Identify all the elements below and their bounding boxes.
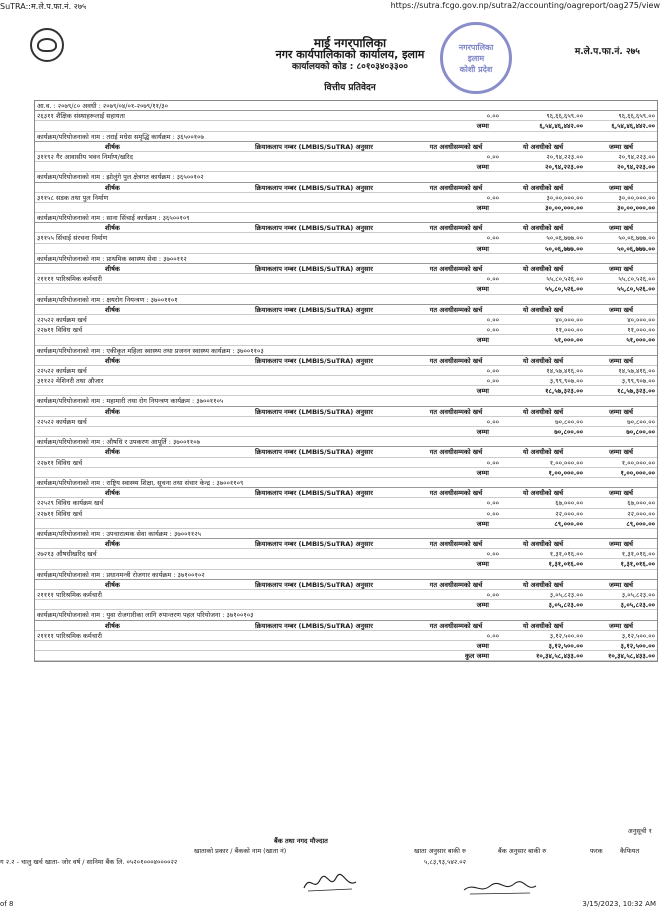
subtotal-current: ७०,८००.००: [554, 428, 583, 436]
col-header-prev: गत अवधीसम्मको खर्च: [429, 621, 483, 630]
subtotal-row: [35, 641, 657, 651]
subtotal-total: ५०,०६,७७७.००: [617, 244, 655, 253]
row-prev-expense: ०.००: [486, 315, 499, 324]
col-header-current: यो अवधीको खर्च: [522, 183, 564, 192]
row-current-expense: ६७,०००.००: [555, 499, 583, 508]
col-header-heading: शीर्षक: [105, 142, 120, 151]
subtotal-row: [35, 203, 657, 213]
subtotal-row: [35, 284, 657, 294]
row-total-expense: ६७,०००.००: [627, 499, 655, 508]
col-header-total: जम्मा खर्च: [608, 305, 634, 314]
subtotal-label: जम्मा: [476, 163, 489, 172]
col-header-activity: क्रियाकलाप नम्बर (LMBIS/SuTRA) अनुसार: [255, 448, 373, 457]
col-header-prev: गत अवधीसम्मको खर्च: [429, 142, 483, 151]
program-row: [35, 396, 657, 406]
row-prev-expense: ०.००: [486, 152, 499, 161]
program-row: [35, 437, 657, 447]
col-header-current: यो अवधीको खर्च: [522, 621, 564, 630]
bank-col-type: खाताको प्रकार / बैंकको नाम (खाता नं): [194, 847, 287, 855]
column-header-row: [35, 580, 657, 590]
subtotal-total: ५१,०००.००: [626, 336, 655, 345]
col-header-total: जम्मा खर्च: [608, 407, 634, 416]
row-total-expense: २०,९४,२२३.००: [618, 152, 655, 161]
col-header-prev: गत अवधीसम्मको खर्च: [429, 305, 483, 314]
row-total-expense: १४,५७,४१६.००: [618, 366, 655, 375]
program-row: [35, 570, 657, 580]
program-name: कार्यक्रम/परियोजनाको नाम : क्षयरोग नियन्त्रण : ३७००११०१: [37, 295, 178, 304]
row-total-expense: ३,१२,५००.००: [621, 631, 655, 640]
column-header-row: [35, 264, 657, 274]
subtotal-row: [35, 121, 657, 131]
bank-col-remark: कैफियत: [620, 847, 640, 855]
col-header-activity: क्रियाकलाप नम्बर (LMBIS/SuTRA) अनुसार: [255, 407, 373, 416]
print-header-left: SuTRA::म.ले.प.फा.नं. २७५: [0, 2, 87, 11]
bank-table-header: [34, 846, 658, 856]
col-header-activity: क्रियाकलाप नम्बर (LMBIS/SuTRA) अनुसार: [255, 183, 373, 192]
subtotal-label: जम्मा: [476, 285, 489, 294]
column-header-row: [35, 183, 657, 193]
row-heading: २२५२२ कार्यक्रम खर्च: [37, 315, 87, 324]
col-header-heading: शीर्षक: [105, 356, 120, 365]
table-row: [35, 498, 657, 508]
col-header-total: जम्मा खर्च: [608, 224, 634, 233]
row-total-expense: १,३१,०१६.००: [621, 550, 655, 559]
program-row: [35, 610, 657, 620]
row-prev-expense: ०.००: [486, 458, 499, 467]
col-header-prev: गत अवधीसम्मको खर्च: [429, 356, 483, 365]
row-current-expense: ७०,८००.००: [555, 417, 583, 426]
col-header-current: यो अवधीको खर्च: [522, 448, 564, 457]
col-header-heading: शीर्षक: [105, 621, 120, 630]
col-header-prev: गत अवधीसम्मको खर्च: [429, 580, 483, 589]
bank-account-name: ग २.२ - चालु खर्च खाता- जोर वर्ष / सानिमा बैंक लि. ०५२०१०००४००००२२: [0, 858, 178, 866]
row-current-expense: १,००,०००.००: [549, 458, 583, 467]
report-header: [30, 18, 650, 100]
row-total-expense: ५५,८०,५२६.००: [618, 275, 655, 284]
bank-section-title: बैंक तथा नगद मौज्दात: [274, 837, 328, 845]
row-heading: ३११२२ मेशिनरी तथा औजार: [37, 377, 104, 386]
program-name: कार्यक्रम/परियोजनाको नाम : युवा रोजगारीका लागि रुपान्तरण पहल परियोजना : ३७१००१०३: [37, 611, 254, 620]
row-current-expense: ३०,००,०००.००: [546, 193, 583, 202]
row-heading: २२५२२ कार्यक्रम खर्च: [37, 366, 87, 375]
report-name: वित्तीय प्रतिवेदन: [324, 83, 376, 93]
table-row: [35, 315, 657, 325]
stamp-line-2: इलाम: [467, 53, 485, 63]
subtotal-current: ५०,०६,७७७.००: [545, 244, 583, 253]
office-stamp-icon: [440, 22, 512, 94]
col-header-activity: क्रियाकलाप नम्बर (LMBIS/SuTRA) अनुसार: [255, 580, 373, 589]
subtotal-label: जम्मा: [476, 244, 489, 253]
program-name: कार्यक्रम/परियोजनाको नाम : झोलुंगे पुल क्षेत्रगत कार्यक्रम : ३६५००१०२: [37, 173, 204, 182]
row-heading: २२५२९ विविध कार्यक्रम खर्च: [37, 499, 104, 508]
col-header-heading: शीर्षक: [105, 407, 120, 416]
subtotal-label: जम्मा: [476, 560, 489, 569]
col-header-heading: शीर्षक: [105, 448, 120, 457]
subtotal-current: १,००,०००.००: [548, 468, 583, 477]
signature-2: [460, 878, 540, 898]
expenditure-table: [34, 100, 658, 662]
col-header-current: यो अवधीको खर्च: [522, 305, 564, 314]
form-number: म.ले.प.फा.नं. २७५: [574, 47, 640, 57]
row-current-expense: २०,९४,२२३.००: [546, 152, 583, 161]
table-row: [35, 417, 657, 427]
stamp-line-3: कोशी प्रदेश: [459, 64, 493, 74]
program-name: कार्यक्रम/परियोजनाको नाम : साना सिंचाई कार्यक्रम : ३६५००१०९: [37, 214, 190, 223]
column-header-row: [35, 539, 657, 549]
subtotal-label: जम्मा: [476, 428, 489, 436]
table-row: [35, 152, 657, 162]
row-total-expense: ३,०५,८२३.००: [621, 591, 655, 599]
program-row: [35, 478, 657, 488]
bank-col-diff: फरक: [590, 847, 603, 855]
program-row: [35, 172, 657, 182]
table-row: [35, 590, 657, 600]
subtotal-label: जम्मा: [476, 519, 489, 528]
subtotal-total: ६,५४,४६,४४२.००: [611, 122, 655, 131]
subtotal-label: जम्मा: [476, 601, 489, 610]
col-header-current: यो अवधीको खर्च: [522, 407, 564, 416]
col-header-heading: शीर्षक: [105, 265, 120, 273]
program-row: [35, 295, 657, 305]
subtotal-total: १८,५७,३२३.००: [617, 387, 655, 396]
subtotal-current: २०,९४,२२३.००: [545, 163, 583, 172]
row-total-expense: ३,९९,९०७.००: [621, 377, 655, 386]
table-row: [35, 325, 657, 335]
subtotal-current: ३,१२,५००.००: [548, 641, 583, 650]
grand-total-row: [35, 651, 657, 661]
program-name: कार्यक्रम/परियोजनाको नाम : उपचारात्मक सेवा कार्यक्रम : ३७००११२५: [37, 529, 201, 538]
subtotal-label: जम्मा: [476, 387, 489, 396]
col-header-activity: क्रियाकलाप नम्बर (LMBIS/SuTRA) अनुसार: [255, 540, 373, 549]
row-heading: ३११५८ सडक तथा पुल निर्माण: [37, 193, 109, 202]
col-header-current: यो अवधीको खर्च: [522, 580, 564, 589]
subtotal-total: १,००,०००.००: [620, 468, 655, 477]
row-heading: २२७११ विविध खर्च: [37, 326, 83, 335]
subtotal-current: १,३१,०१६.००: [548, 560, 583, 569]
subtotal-total: १,३१,०१६.००: [620, 560, 655, 569]
bank-col-book: खाता अनुसार बाकी रु: [414, 847, 466, 855]
row-prev-expense: ०.००: [486, 417, 499, 426]
row-current-expense: ५०,०६,७७७.००: [546, 234, 583, 243]
page-count: of 8: [0, 900, 14, 908]
col-header-heading: शीर्षक: [105, 224, 120, 233]
row-prev-expense: ०.००: [486, 631, 499, 640]
subtotal-total: ८९,०००.००: [626, 519, 655, 528]
row-total-expense: ७०,८००.००: [627, 417, 655, 426]
col-header-current: यो अवधीको खर्च: [522, 265, 564, 273]
col-header-total: जम्मा खर्च: [608, 580, 634, 589]
col-header-heading: शीर्षक: [105, 489, 120, 498]
subtotal-current: ३,०५,८२३.००: [548, 601, 583, 610]
subtotal-current: ८९,०००.००: [554, 519, 583, 528]
row-total-expense: २२,०००.००: [627, 509, 655, 518]
row-prev-expense: ०.००: [486, 112, 499, 121]
subtotal-row: [35, 244, 657, 254]
table-row: [35, 376, 657, 386]
row-prev-expense: ०.००: [486, 234, 499, 243]
subtotal-total: ५५,८०,५२६.००: [617, 285, 655, 294]
col-header-total: जम्मा खर्च: [608, 265, 634, 273]
subtotal-row: [35, 427, 657, 437]
program-row: [35, 213, 657, 223]
col-header-heading: शीर्षक: [105, 540, 120, 549]
col-header-heading: शीर्षक: [105, 580, 120, 589]
col-header-activity: क्रियाकलाप नम्बर (LMBIS/SuTRA) अनुसार: [255, 142, 373, 151]
subtotal-total: ३०,००,०००.००: [617, 203, 655, 212]
column-header-row: [35, 356, 657, 366]
browser-print-header: [0, 0, 664, 14]
row-prev-expense: ०.००: [486, 499, 499, 508]
column-header-row: [35, 305, 657, 315]
col-header-activity: क्रियाकलाप नम्बर (LMBIS/SuTRA) अनुसार: [255, 305, 373, 314]
subtotal-label: कुल जम्मा: [465, 652, 489, 661]
col-header-current: यो अवधीको खर्च: [522, 540, 564, 549]
row-prev-expense: ०.००: [486, 509, 499, 518]
subtotal-row: [35, 468, 657, 478]
col-header-total: जम्मा खर्च: [608, 489, 634, 498]
col-header-total: जम्मा खर्च: [608, 448, 634, 457]
row-total-expense: ४०,०००.००: [627, 315, 655, 324]
print-header-url[interactable]: https://sutra.fcgo.gov.np/sutra2/accounting/oagreport/oag275/view: [390, 1, 660, 10]
row-prev-expense: ०.००: [486, 550, 499, 559]
row-current-expense: ४०,०००.००: [555, 315, 583, 324]
col-header-prev: गत अवधीसम्मको खर्च: [429, 183, 483, 192]
row-prev-expense: ०.००: [486, 366, 499, 375]
program-name: कार्यक्रम/परियोजनाको नाम : महामारी तथा रोग नियन्त्रण कार्यक्रम : ३७००११०५: [37, 397, 224, 406]
column-header-row: [35, 447, 657, 457]
table-row: [35, 509, 657, 519]
column-header-row: [35, 621, 657, 631]
row-heading: ३११९२ गैर आवासीय भवन निर्माण/खरिद: [37, 152, 133, 161]
subtotal-current: ५१,०००.००: [554, 336, 583, 345]
col-header-prev: गत अवधीसम्मको खर्च: [429, 540, 483, 549]
program-row: [35, 132, 657, 142]
nepal-emblem-icon: [30, 28, 64, 62]
program-name: कार्यक्रम/परियोजनाको नाम : तराई मधेस समृद्धि कार्यक्रम : ३६५००१०७: [37, 132, 204, 141]
bank-book-balance: ५,८३,९३,५४२.०२: [424, 858, 467, 866]
signature-1: [300, 872, 360, 894]
table-row: [35, 111, 657, 121]
bank-col-bank: बैंक अनुसार बाकी रु: [498, 847, 547, 855]
col-header-prev: गत अवधीसम्मको खर्च: [429, 448, 483, 457]
col-header-heading: शीर्षक: [105, 183, 120, 192]
annex-label: अनुसूची १: [627, 827, 652, 835]
col-header-current: यो अवधीको खर्च: [522, 356, 564, 365]
col-header-activity: क्रियाकलाप नम्बर (LMBIS/SuTRA) अनुसार: [255, 356, 373, 365]
column-header-row: [35, 223, 657, 233]
col-header-total: जम्मा खर्च: [608, 356, 634, 365]
row-current-expense: १,३१,०१६.००: [549, 550, 583, 559]
table-row: [35, 366, 657, 376]
subtotal-label: जम्मा: [476, 641, 489, 650]
row-total-expense: ९६,६६,६५९.००: [618, 112, 655, 121]
subtotal-row: [35, 386, 657, 396]
subtotal-total: ३,०५,८२३.००: [620, 601, 655, 610]
row-heading: २११११ पारिश्रमिक कर्मचारी: [37, 275, 102, 284]
subtotal-current: ६,५४,४६,४४२.००: [539, 122, 583, 131]
subtotal-current: १०,३४,५८,४३३.००: [535, 652, 583, 661]
col-header-prev: गत अवधीसम्मको खर्च: [429, 224, 483, 233]
table-row: [35, 274, 657, 284]
col-header-prev: गत अवधीसम्मको खर्च: [429, 489, 483, 498]
col-header-activity: क्रियाकलाप नम्बर (LMBIS/SuTRA) अनुसार: [255, 224, 373, 233]
subtotal-row: [35, 559, 657, 569]
subtotal-label: जम्मा: [476, 468, 489, 477]
row-heading: २११११ पारिश्रमिक कर्मचारी: [37, 591, 102, 599]
subtotal-total: १०,३४,५८,४३३.००: [607, 652, 655, 661]
subtotal-label: जम्मा: [476, 122, 489, 131]
col-header-current: यो अवधीको खर्च: [522, 142, 564, 151]
table-row: [35, 193, 657, 203]
row-heading: ३११५५ सिंचाई संरचना निर्माण: [37, 234, 108, 243]
program-row: [35, 529, 657, 539]
bank-table-row: [0, 857, 658, 867]
subtotal-total: ७०,८००.००: [626, 428, 655, 436]
col-header-prev: गत अवधीसम्मको खर्च: [429, 407, 483, 416]
col-header-total: जम्मा खर्च: [608, 540, 634, 549]
column-header-row: [35, 142, 657, 152]
subtotal-row: [35, 162, 657, 172]
subtotal-label: जम्मा: [476, 336, 489, 345]
office-name: नगर कार्यपालिकाको कार्यालय, इलाम: [275, 48, 425, 61]
col-header-current: यो अवधीको खर्च: [522, 224, 564, 233]
row-current-expense: ५५,८०,५२६.००: [546, 275, 583, 284]
col-header-current: यो अवधीको खर्च: [522, 489, 564, 498]
row-heading: २२५२२ कार्यक्रम खर्च: [37, 417, 87, 426]
municipality-name: माई नगरपालिका: [313, 36, 387, 50]
program-name: कार्यक्रम/परियोजनाको नाम : राष्ट्रिय स्वास्थ्य शिक्षा, सूचना तथा संचार केन्द्र : ३७००११०९: [37, 478, 244, 487]
program-name: कार्यक्रम/परियोजनाको नाम : औषधि र उपकरण आपूर्ति : ३७००११०७: [37, 438, 200, 447]
row-prev-expense: ०.००: [486, 193, 499, 202]
row-total-expense: ५०,०६,७७७.००: [618, 234, 655, 243]
row-prev-expense: ०.००: [486, 326, 499, 335]
row-total-expense: १,००,०००.००: [621, 458, 655, 467]
table-row: [35, 631, 657, 641]
row-total-expense: ३०,००,०००.००: [618, 193, 655, 202]
col-header-heading: शीर्षक: [105, 305, 120, 314]
row-current-expense: १४,५७,४१६.००: [546, 366, 583, 375]
subtotal-current: ३०,००,०००.००: [545, 203, 583, 212]
row-heading: २६३११ शैक्षिक संस्थाहरूलाई सहायता: [37, 112, 125, 121]
subtotal-current: १८,५७,३२३.००: [545, 387, 583, 396]
program-row: [35, 346, 657, 356]
row-heading: २७२१३ औषधीखरिद खर्च: [37, 550, 97, 559]
table-row: [35, 233, 657, 243]
subtotal-total: २०,९४,२२३.००: [617, 163, 655, 172]
row-total-expense: ११,०००.००: [627, 326, 655, 335]
row-current-expense: २२,०००.००: [555, 509, 583, 518]
subtotal-row: [35, 600, 657, 610]
row-heading: २११११ पारिश्रमिक कर्मचारी: [37, 631, 102, 640]
subtotal-total: ३,१२,५००.००: [620, 641, 655, 650]
row-current-expense: ९६,६६,६५९.००: [546, 112, 583, 121]
table-row: [35, 549, 657, 559]
subtotal-label: जम्मा: [476, 203, 489, 212]
col-header-activity: क्रियाकलाप नम्बर (LMBIS/SuTRA) अनुसार: [255, 489, 373, 498]
row-prev-expense: ०.००: [486, 377, 499, 386]
table-row: [35, 458, 657, 468]
row-prev-expense: ०.००: [486, 591, 499, 599]
col-header-total: जम्मा खर्च: [608, 183, 634, 192]
print-date: 3/15/2023, 10:32 AM: [582, 900, 656, 908]
col-header-total: जम्मा खर्च: [608, 142, 634, 151]
program-name: कार्यक्रम/परियोजनाको नाम : प्राथमिक स्वास्थ्य सेवा : ३७००११२: [37, 254, 187, 263]
row-current-expense: ३,०५,८२३.००: [549, 591, 583, 599]
col-header-activity: क्रियाकलाप नम्बर (LMBIS/SuTRA) अनुसार: [255, 621, 373, 630]
office-code: कार्यालयको कोड : ८०१०३४०३३००: [292, 62, 408, 72]
row-heading: २२७११ विविध खर्च: [37, 509, 83, 518]
row-current-expense: ३,९९,९०७.००: [549, 377, 583, 386]
row-current-expense: ३,१२,५००.००: [549, 631, 583, 640]
subtotal-row: [35, 335, 657, 345]
stamp-line-1: नगरपालिका: [458, 42, 494, 52]
program-row: [35, 254, 657, 264]
column-header-row: [35, 488, 657, 498]
column-header-row: [35, 407, 657, 417]
row-current-expense: ११,०००.००: [555, 326, 583, 335]
period-row: [35, 101, 657, 111]
row-prev-expense: ०.००: [486, 275, 499, 284]
subtotal-row: [35, 519, 657, 529]
row-heading: २२७११ विविध खर्च: [37, 458, 83, 467]
program-name: कार्यक्रम/परियोजनाको नाम : एकीकृत महिला स्वास्थ्य तथा प्रजनन स्वास्थ्य कार्यक्रम : ३७००११०३: [37, 346, 264, 355]
period-text: आ.व. : २०७९/८० अवधी : २०७९/०४/०१-२०७९/११/३०: [37, 102, 169, 110]
program-name: कार्यक्रम/परियोजनाको नाम : प्रधानमन्त्री रोजगार कार्यक्रम : ३७१००१०२: [37, 570, 205, 579]
col-header-total: जम्मा खर्च: [608, 621, 634, 630]
col-header-prev: गत अवधीसम्मको खर्च: [429, 265, 483, 273]
col-header-activity: क्रियाकलाप नम्बर (LMBIS/SuTRA) अनुसार: [255, 265, 373, 273]
subtotal-current: ५५,८०,५२६.००: [545, 285, 583, 294]
